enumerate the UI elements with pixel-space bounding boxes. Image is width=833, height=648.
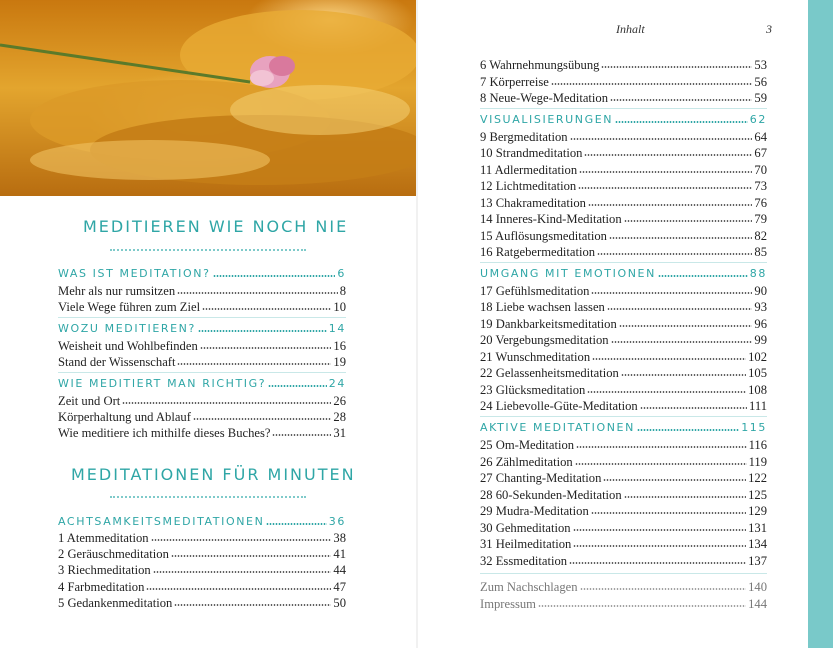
toc-entry-page: 85 [754, 245, 767, 259]
buddha-hands-illustration [0, 0, 416, 196]
toc-entry-page: 99 [754, 333, 767, 347]
toc-entry[interactable] [480, 195, 767, 211]
toc-entry-title: 30 Gehmeditation [480, 521, 571, 535]
dot-leader [603, 478, 746, 482]
toc-entry-page: 131 [748, 521, 767, 535]
toc-entry-title: 25 Om-Meditation [480, 438, 575, 452]
toc-entry-page: 73 [754, 179, 767, 193]
dot-leader [579, 170, 752, 174]
toc-entry-title: Mehr als nur rumsitzen [58, 284, 176, 298]
dot-leader [591, 511, 746, 515]
toc-entry-title: Zum Nachschlagen [480, 580, 578, 594]
toc-entry-title: 21 Wunschmeditation [480, 350, 591, 364]
page-gutter [416, 0, 418, 648]
dot-leader [569, 561, 746, 565]
section-title-minuten: MEDITATIONEN FÜR MINUTEN [71, 465, 356, 484]
toc-entry-title: Viele Wege führen zum Ziel [58, 300, 201, 314]
toc-entry-title: Stand der Wissenschaft [58, 355, 176, 369]
dot-leader [637, 428, 739, 432]
dot-leader [591, 291, 752, 295]
toc-entry-title: 32 Essmeditation [480, 554, 568, 568]
toc-entry-page: 102 [748, 350, 767, 364]
toc-entry-page: 26 [333, 394, 346, 408]
dot-leader [588, 203, 752, 207]
dot-leader [619, 324, 753, 328]
toc-entry-title: Weisheit und Wohlbefinden [58, 339, 198, 353]
toc-entry-page: 41 [333, 547, 346, 561]
dot-leader [151, 538, 332, 542]
dot-leader [580, 587, 747, 591]
toc-entry[interactable] [480, 454, 767, 470]
dot-leader [573, 544, 746, 548]
toc-entry[interactable] [480, 74, 767, 90]
group-separator [58, 372, 346, 373]
dot-leader [272, 433, 331, 437]
toc-entry-title: 11 Adlermeditation [480, 163, 578, 177]
toc-entry-page: 47 [333, 580, 346, 594]
toc-entry-page: 16 [333, 339, 346, 353]
toc-entry-title: 4 Farbmeditation [58, 580, 145, 594]
toc-entry[interactable] [480, 503, 767, 519]
toc-entry-page: 115 [741, 421, 767, 434]
title-dotted-rule [110, 249, 306, 251]
toc-entry-page: 137 [748, 554, 767, 568]
toc-entry[interactable] [58, 595, 346, 611]
dot-leader [538, 604, 746, 608]
toc-entry[interactable] [480, 536, 767, 552]
toc-entry[interactable] [58, 546, 346, 562]
dot-leader [609, 236, 752, 240]
page-number: 3 [766, 22, 772, 36]
toc-entry-page: 108 [748, 383, 767, 397]
toc-entry-page: 122 [748, 471, 767, 485]
dot-leader [578, 186, 752, 190]
toc-entry-title: 29 Mudra-Meditation [480, 504, 589, 518]
toc-entry-title: 16 Ratgebermeditation [480, 245, 596, 259]
group-separator [480, 416, 767, 417]
toc-entry-title: 5 Gedankenmeditation [58, 596, 173, 610]
toc-entry[interactable] [480, 332, 767, 348]
dot-leader [146, 587, 331, 591]
dot-leader [624, 219, 753, 223]
toc-entry-title: 7 Körperreise [480, 75, 549, 89]
toc-entry[interactable] [58, 338, 346, 354]
toc-entry-title: 13 Chakrameditation [480, 196, 586, 210]
toc-entry-page: 44 [333, 563, 346, 577]
toc-entry-title: 24 Liebevolle-Güte-Meditation [480, 399, 638, 413]
toc-entry[interactable] [480, 228, 767, 244]
dot-leader [587, 390, 746, 394]
toc-entry[interactable] [58, 562, 346, 578]
toc-category[interactable] [58, 376, 346, 392]
toc-entry-page: 59 [754, 91, 767, 105]
toc-entry-page: 96 [754, 317, 767, 331]
toc-entry[interactable] [480, 437, 767, 453]
toc-entry[interactable] [58, 393, 346, 409]
toc-entry-page: 28 [333, 410, 346, 424]
toc-entry-page: 6 [337, 267, 346, 280]
toc-entry-page: 67 [754, 146, 767, 160]
toc-entry-title: 23 Glücksmeditation [480, 383, 586, 397]
toc-entry-title: 31 Heilmeditation [480, 537, 572, 551]
toc-entry-title: WOZU MEDITIEREN? [58, 322, 196, 335]
toc-entry-page: 144 [748, 597, 767, 611]
toc-entry-title: 15 Auflösungsmeditation [480, 229, 607, 243]
toc-entry-title: 22 Gelassenheitsmeditation [480, 366, 619, 380]
toc-entry[interactable] [58, 530, 346, 546]
dot-leader [640, 406, 747, 410]
toc-entry-page: 116 [748, 438, 767, 452]
dot-leader [193, 417, 332, 421]
toc-entry-page: 50 [333, 596, 346, 610]
dot-leader [570, 137, 753, 141]
toc-category[interactable] [58, 266, 346, 282]
toc-entry-page: 70 [754, 163, 767, 177]
toc-entry-title: 20 Vergebungsmeditation [480, 333, 609, 347]
toc-entry-title: 19 Dankbarkeitsmeditation [480, 317, 617, 331]
toc-entry-page: 56 [754, 75, 767, 89]
dot-leader [584, 153, 752, 157]
toc-entry-page: 38 [333, 531, 346, 545]
dot-leader [551, 82, 753, 86]
toc-entry[interactable] [58, 299, 346, 315]
toc-entry[interactable] [480, 365, 767, 381]
dot-leader [573, 528, 747, 532]
title-dotted-rule [110, 496, 306, 498]
toc-entry-page: 76 [754, 196, 767, 210]
toc-entry[interactable] [58, 409, 346, 425]
toc-entry-page: 31 [333, 426, 346, 440]
toc-entry[interactable] [480, 398, 767, 414]
toc-entry[interactable] [480, 382, 767, 398]
toc-entry-title: 10 Strandmeditation [480, 146, 583, 160]
group-separator [480, 108, 767, 109]
toc-entry[interactable] [480, 349, 767, 365]
toc-entry-page: 8 [339, 284, 346, 298]
toc-entry[interactable] [480, 129, 767, 145]
dot-leader [174, 603, 331, 607]
dot-leader [597, 252, 752, 256]
toc-entry[interactable] [480, 553, 767, 569]
toc-entry[interactable] [480, 283, 767, 299]
toc-entry[interactable] [480, 145, 767, 161]
toc-entry-page: 19 [333, 355, 346, 369]
toc-entry-title: 6 Wahrnehmungsübung [480, 58, 600, 72]
toc-entry[interactable] [480, 579, 767, 595]
toc-entry-title: 18 Liebe wachsen lassen [480, 300, 605, 314]
dot-leader [624, 495, 746, 499]
toc-entry-title: WAS IST MEDITATION? [58, 267, 211, 280]
toc-entry-title: 8 Neue-Wege-Meditation [480, 91, 609, 105]
toc-entry-title: 26 Zählmeditation [480, 455, 573, 469]
toc-entry[interactable] [480, 211, 767, 227]
toc-entry-title: 2 Geräuschmeditation [58, 547, 169, 561]
toc-entry[interactable] [480, 487, 767, 503]
toc-entry-page: 36 [328, 515, 346, 528]
toc-entry-page: 79 [754, 212, 767, 226]
toc-entry-title: 27 Chanting-Meditation [480, 471, 602, 485]
toc-entry-page: 93 [754, 300, 767, 314]
toc-entry-title: Wie meditiere ich mithilfe dieses Buches? [58, 426, 271, 440]
toc-entry-page: 140 [748, 580, 767, 594]
dot-leader [601, 65, 752, 69]
toc-category[interactable] [58, 514, 346, 530]
toc-entry-title: 14 Inneres-Kind-Meditation [480, 212, 622, 226]
dot-leader [153, 570, 332, 574]
toc-category[interactable] [480, 266, 767, 282]
toc-entry-page: 90 [754, 284, 767, 298]
dot-leader [268, 384, 327, 388]
dot-leader [177, 291, 338, 295]
toc-entry[interactable] [480, 244, 767, 260]
toc-entry-page: 129 [748, 504, 767, 518]
toc-entry[interactable] [480, 178, 767, 194]
dot-leader [575, 462, 747, 466]
dot-leader [576, 445, 746, 449]
dot-leader [213, 274, 336, 278]
toc-entry-title: Körperhaltung und Ablauf [58, 410, 191, 424]
toc-entry-page: 105 [748, 366, 767, 380]
toc-entry[interactable] [58, 579, 346, 595]
toc-entry-title: 1 Atemmeditation [58, 531, 149, 545]
dot-leader [610, 98, 752, 102]
toc-entry-title: ACHTSAMKEITSMEDITATIONEN [58, 515, 265, 528]
dot-leader [607, 307, 753, 311]
toc-category[interactable] [58, 321, 346, 337]
toc-entry[interactable] [480, 596, 767, 612]
toc-entry[interactable] [480, 162, 767, 178]
toc-entry-page: 134 [748, 537, 767, 551]
group-separator [480, 573, 767, 574]
toc-entry[interactable] [480, 299, 767, 315]
toc-entry-page: 62 [749, 113, 767, 126]
running-header: Inhalt [616, 22, 645, 36]
toc-entry-page: 64 [754, 130, 767, 144]
dot-leader [266, 522, 326, 526]
dot-leader [200, 346, 332, 350]
section-title-meditieren: MEDITIEREN WIE NOCH NIE [83, 217, 349, 236]
toc-category[interactable] [480, 112, 767, 128]
toc-entry-page: 88 [749, 267, 767, 280]
toc-entry-title: 12 Lichtmeditation [480, 179, 577, 193]
toc-entry[interactable] [480, 90, 767, 106]
dot-leader [615, 120, 748, 124]
toc-entry-page: 24 [328, 377, 346, 390]
toc-category[interactable] [480, 420, 767, 436]
toc-entry-title: 17 Gefühlsmeditation [480, 284, 590, 298]
dot-leader [658, 274, 748, 278]
accent-edge-bar [808, 0, 833, 648]
toc-entry-title: 28 60-Sekunden-Meditation [480, 488, 622, 502]
toc-entry-title: 9 Bergmeditation [480, 130, 568, 144]
dot-leader [621, 373, 746, 377]
toc-entry-page: 119 [748, 455, 767, 469]
toc-entry[interactable] [58, 283, 346, 299]
toc-entry-page: 82 [754, 229, 767, 243]
toc-entry[interactable] [480, 520, 767, 536]
toc-entry-title: Impressum [480, 597, 536, 611]
toc-entry-title: WIE MEDITIERT MAN RICHTIG? [58, 377, 267, 390]
toc-entry-title: UMGANG MIT EMOTIONEN [480, 267, 656, 280]
buddha-hands-photo [0, 0, 416, 196]
toc-entry[interactable] [58, 425, 346, 441]
dot-leader [202, 307, 331, 311]
dot-leader [592, 357, 746, 361]
group-separator [58, 317, 346, 318]
toc-entry-title: AKTIVE MEDITATIONEN [480, 421, 635, 434]
toc-entry-page: 111 [749, 399, 767, 413]
toc-entry-title: 3 Riechmeditation [58, 563, 151, 577]
dot-leader [198, 329, 327, 333]
dot-leader [122, 401, 331, 405]
toc-entry-page: 14 [328, 322, 346, 335]
dot-leader [177, 362, 331, 366]
toc-entry-page: 125 [748, 488, 767, 502]
dot-leader [171, 554, 332, 558]
toc-entry[interactable] [480, 316, 767, 332]
dot-leader [611, 340, 753, 344]
toc-entry-title: VISUALISIERUNGEN [480, 113, 614, 126]
toc-entry[interactable] [58, 354, 346, 370]
toc-entry-title: Zeit und Ort [58, 394, 121, 408]
toc-entry[interactable] [480, 57, 767, 73]
toc-entry[interactable] [480, 470, 767, 486]
toc-entry-page: 10 [333, 300, 346, 314]
group-separator [480, 262, 767, 263]
toc-entry-page: 53 [754, 58, 767, 72]
